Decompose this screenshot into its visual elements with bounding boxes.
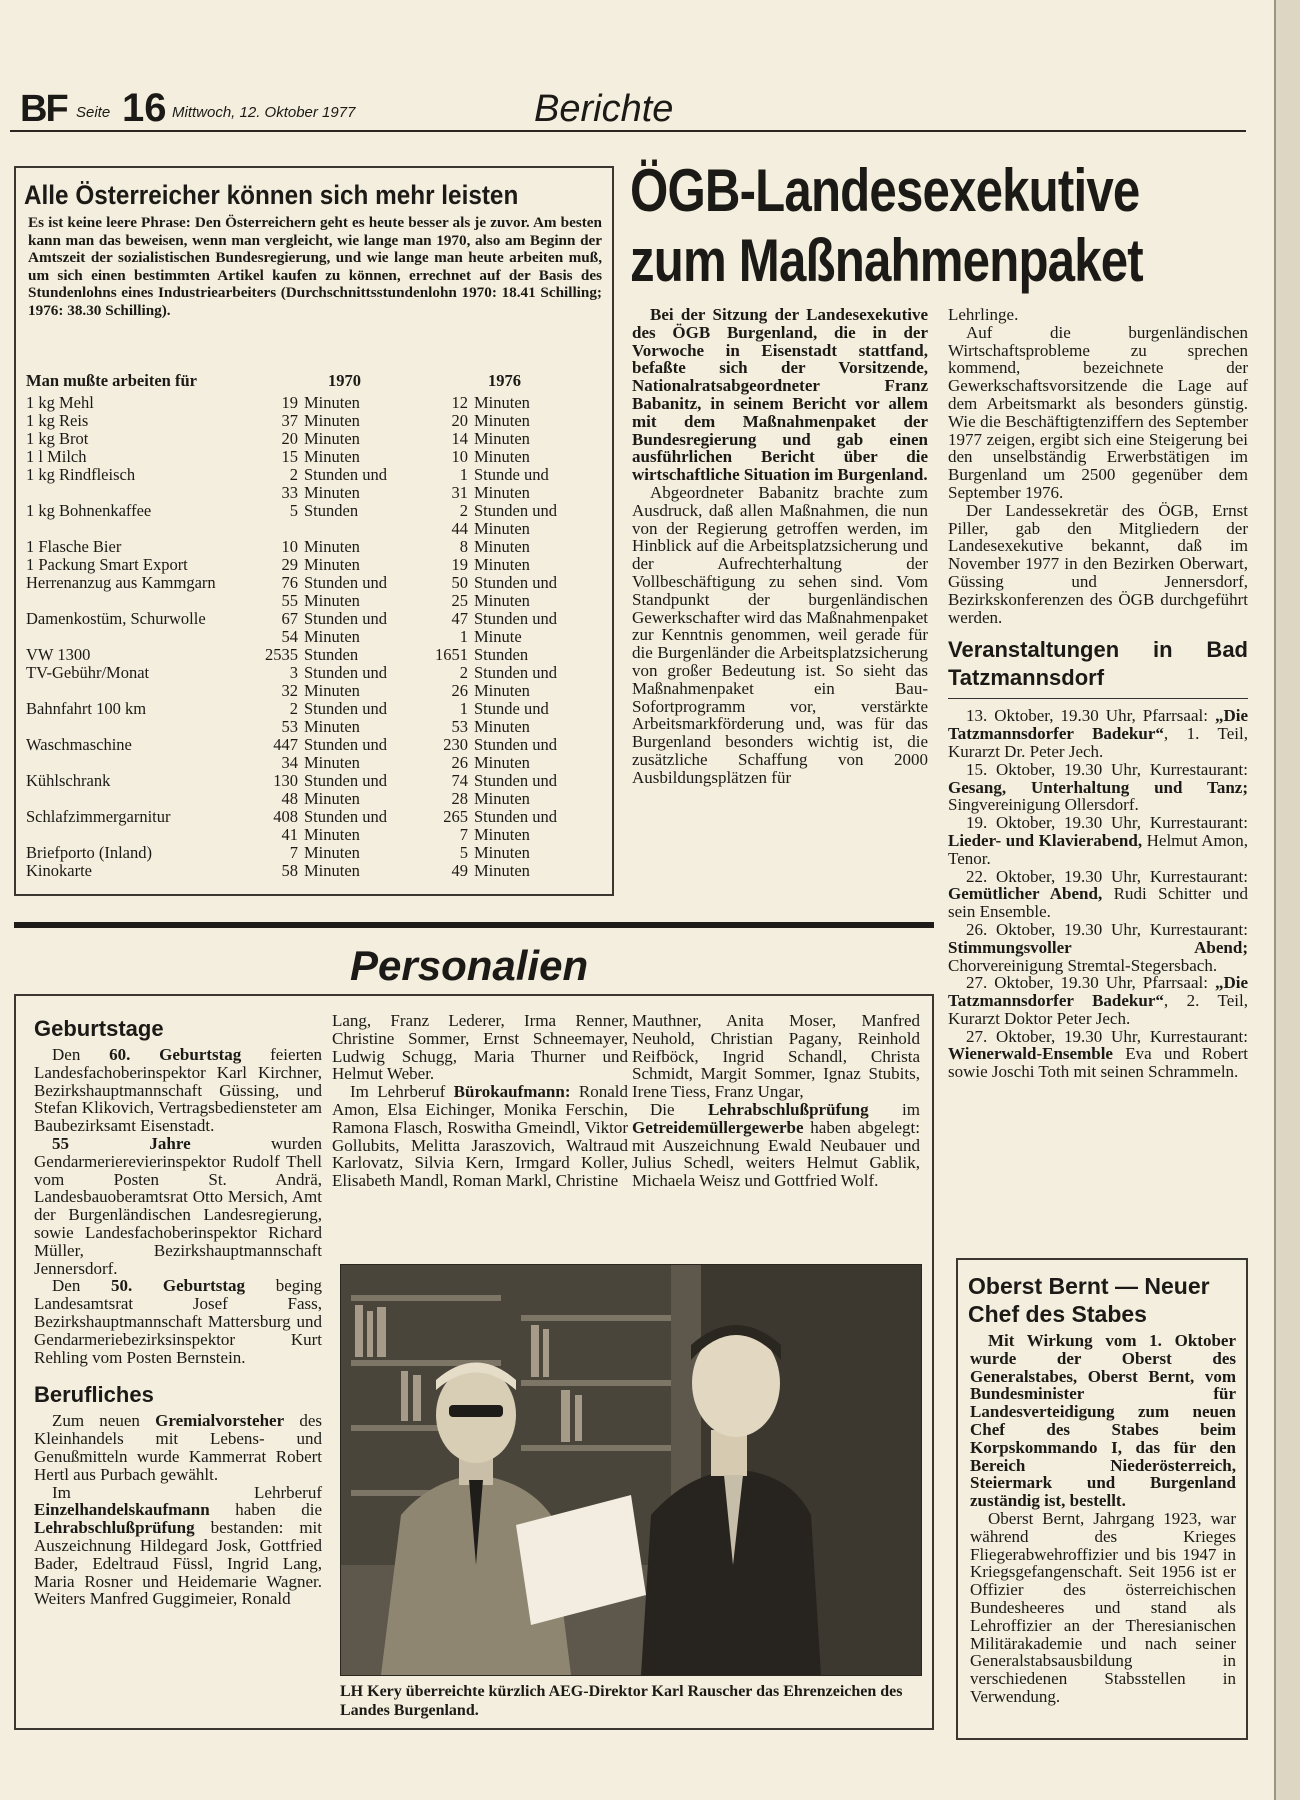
oberst-title: Oberst Bernt — Neuer Chef des Stabes: [968, 1273, 1210, 1327]
events-title: Veranstaltungen in Bad Tatzmannsdorf: [948, 637, 1248, 691]
personalien-column-2: [332, 1012, 628, 1190]
table-cell-1976-value: 5: [459, 843, 468, 862]
event-item: 13. Oktober, 19.30 Uhr, Pfarrsaal: „Die Tatzmannsdorfer Badekur“, 1. Teil, Kurarzt Dr. Peter Jech.: [948, 706, 1248, 761]
table-cell-1970-unit: Stunden und: [304, 465, 387, 484]
table-header: [26, 372, 606, 394]
table-cell-1970-value: 53: [281, 717, 298, 736]
table-cell-1976-value: 74: [451, 771, 468, 790]
table-cell-1970-unit: Minuten: [304, 753, 360, 772]
table-cell-1970-value: 15: [281, 447, 298, 466]
table-cell-1970-value: 34: [281, 753, 298, 772]
article-column-1: [632, 306, 928, 787]
career-heading: Berufliches: [34, 1382, 154, 1408]
table-cell-1970-value: 2535: [265, 645, 298, 664]
table-cell-1976-unit: Minuten: [474, 447, 530, 466]
table-row: [26, 502, 606, 538]
table-cell-1976-unit: Stunden und: [474, 735, 557, 754]
article-column-2: [948, 306, 1248, 1081]
table-cell-1970-unit: Stunden und: [304, 573, 387, 592]
box-intro: Es ist keine leere Phrase: Den Österreichern geht es heute besser als je zuvor. Am besten kann man das beweisen, wenn man vergleicht, wie lange man 1970, also am Beginn der Amtszeit der sozialistischen Bundesregierung, und wie lange man heute arbeiten muß, um sich einen bestimmten Artikel kaufen zu können, errechnet auf der Basis des Stundenlohns eines Industriearbeiters (Durchschnittsstundenlohn 1970: 18.41 Schilling; 1976: 38.30 Schilling).: [28, 214, 602, 319]
table-cell-1976-value: 10: [451, 447, 468, 466]
table-cell-1970-unit: Minuten: [304, 825, 360, 844]
article-paragraph-2: Auf die burgenländischen Wirtschaftsprobleme zu sprechen kommend, bezeichnete der Gewerkschaftsvorsitzende die Lage auf dem Arbeitsmarkt als besonders günstig. Wie die Beschäftigtenziffern des September 1977 zeigen, ergibt sich eine Steigerung bei den unselbständig Erwerbstätigen im Burgenland um 2500 gegenüber dem September 1976.: [948, 322, 1248, 502]
table-row: [26, 610, 606, 646]
table-cell-1976-value: 28: [451, 789, 468, 808]
table-cell-1976-unit: Minuten: [474, 537, 530, 556]
table-row: [26, 808, 606, 844]
table-cell-1976-unit: Stunde und: [474, 465, 549, 484]
section-title: Berichte: [534, 88, 674, 130]
table-cell-1970-value: 55: [281, 591, 298, 610]
table-cell-1976-unit: Minuten: [474, 843, 530, 862]
table-cell-1970-unit: Minuten: [304, 627, 360, 646]
table-cell-1976-value: 25: [451, 591, 468, 610]
table-cell-1970-unit: Minuten: [304, 555, 360, 574]
table-cell-item: 1 kg Mehl: [26, 393, 94, 412]
table-row: [26, 466, 606, 502]
table-cell-1976-unit: Minuten: [474, 681, 530, 700]
col2-paragraph-1: Lang, Franz Lederer, Irma Renner, Christine Sommer, Ernst Schneemayer, Ludwig Schugg, Maria Thurner und Helmut Weber.: [332, 1011, 628, 1084]
table-cell-item: VW 1300: [26, 645, 91, 664]
table-cell-1976-value: 19: [451, 555, 468, 574]
table-cell-1970-unit: Stunden und: [304, 771, 387, 790]
table-cell-1976-unit: Minuten: [474, 483, 530, 502]
event-item: 22. Oktober, 19.30 Uhr, Kurrestaurant: Gemütlicher Abend, Rudi Schitter und sein Ensemble.: [948, 866, 1248, 922]
table-cell-1970-value: 29: [281, 555, 298, 574]
col3-paragraph-2: Die Lehrabschlußprüfung im Getreidemüllergewerbe haben abgelegt: mit Auszeichnung Ewald Neubauer und Julius Schedl, weiters Helmut Gablik, Michaela Weisz und Gottfried Wolf.: [632, 1099, 920, 1191]
table-cell-1976-unit: Minuten: [474, 717, 530, 736]
table-cell-1970-unit: Minuten: [304, 681, 360, 700]
table-cell-1976-value: 26: [451, 753, 468, 772]
table-cell-1976-value: 14: [451, 429, 468, 448]
table-row: [26, 394, 606, 412]
table-cell-item: 1 Packung Smart Export: [26, 555, 188, 574]
header-rule: [10, 130, 1246, 132]
table-cell-1976-unit: Minute: [474, 627, 522, 646]
table-cell-item: Kühlschrank: [26, 771, 111, 790]
table-cell-1976-unit: Minuten: [474, 591, 530, 610]
events-list: [948, 707, 1248, 1081]
article-paragraph-1: Abgeordneter Babanitz brachte zum Ausdruck, daß allen Maßnahmen, die nun von der Regierung getroffen werden, im Hinblick auf die Arbeitsplatzsicherung und der Aufrechterhaltung der Vollbeschäftigung zu sehen sind. Vom Standpunkt der burgenländischen Gewerkschafter wird das Maßnahmenpaket zur Kenntnis genommen, weil gerade für die Burgenländer die Arbeitsplatzsicherung von großer Bedeutung ist. So sieht das Maßnahmenpaket ein Bau-Sofortprogramm vor, verstärkte Arbeitsmarkförderung und, was für das Burgenland besonders wichtig ist, die zusätzliche Schaffung von 2000 Ausbildungsplätzen für: [632, 482, 928, 787]
photo-caption: LH Kery überreichte kürzlich AEG-Direktor Karl Rauscher das Ehrenzeichen des Landes Burgenland.: [340, 1683, 903, 1719]
table-cell-1970-unit: Minuten: [304, 591, 360, 610]
table-cell-1970-unit: Stunden und: [304, 663, 387, 682]
table-cell-1970-unit: Minuten: [304, 411, 360, 430]
table-cell-1976-value: 26: [451, 681, 468, 700]
table-cell-item: 1 kg Reis: [26, 411, 89, 430]
table-cell-1970-value: 130: [273, 771, 298, 790]
career-paragraph-2: Im Lehrberuf Einzelhandelskaufmann haben die Lehrabschlußprüfung bestanden: mit Auszeichnung Hildegard Josk, Gottfried Bader, Edeltraud Füssl, Ingrid Lang, Maria Rosner und Heidemarie Wagner. Weiters Manfred Guggimeier, Ronald: [34, 1482, 322, 1609]
table-cell-1970-unit: Minuten: [304, 483, 360, 502]
table-cell-item: 1 kg Bohnenkaffee: [26, 501, 152, 520]
event-item: 19. Oktober, 19.30 Uhr, Kurrestaurant: Lieder- und Klavierabend, Helmut Amon, Tenor.: [948, 813, 1248, 868]
table-cell-1976-value: 230: [443, 735, 468, 754]
table-cell-1976-value: 44: [451, 519, 468, 538]
headline-line-2: zum Maßnahmenpaket: [630, 227, 1143, 294]
events-rule: [948, 698, 1248, 699]
table-cell-1976-unit: Stunden und: [474, 501, 557, 520]
table-cell-1976-value: 31: [451, 483, 468, 502]
table-cell-1976-value: 1: [459, 465, 468, 484]
table-cell-1976-unit: Minuten: [474, 861, 530, 880]
table-cell-item: 1 l Milch: [26, 447, 87, 466]
career-paragraph-1: Zum neuen Gremialvorsteher des Kleinhandels mit Lebens- und Genußmitteln wurde Kammerrat Robert Hertl aus Purbach gewählt.: [34, 1411, 322, 1484]
table-cell-1976-unit: Stunde und: [474, 699, 549, 718]
page-header: [14, 80, 1246, 128]
table-cell-1976-unit: Minuten: [474, 429, 530, 448]
table-cell-1970-value: 32: [281, 681, 298, 700]
photo-illustration: [341, 1265, 921, 1675]
event-item: 15. Oktober, 19.30 Uhr, Kurrestaurant: Gesang, Unterhaltung und Tanz; Singvereinigung Ollersdorf.: [948, 759, 1248, 815]
table-cell-1970-value: 33: [281, 483, 298, 502]
main-headline: [630, 156, 1143, 296]
table-cell-1970-value: 447: [273, 735, 298, 754]
table-cell-item: Bahnfahrt 100 km: [26, 699, 147, 718]
event-item: 27. Oktober, 19.30 Uhr, Kurrestaurant: Wienerwald-Ensemble Eva und Robert sowie Joschi Toth mit seinen Schrammeln.: [948, 1026, 1248, 1082]
table-cell-1970-value: 20: [281, 429, 298, 448]
table-cell-1976-unit: Minuten: [474, 825, 530, 844]
table-cell-1970-unit: Minuten: [304, 717, 360, 736]
table-row: [26, 574, 606, 610]
table-row: [26, 700, 606, 736]
table-cell-1976-unit: Minuten: [474, 555, 530, 574]
table-cell-1970-value: 67: [281, 609, 298, 628]
table-cell-1970-value: 19: [281, 393, 298, 412]
table-cell-1976-value: 2: [459, 663, 468, 682]
oberst-lead: Mit Wirkung vom 1. Oktober wurde der Oberst des Generalstabes, Oberst Bernt, vom Bundesminister für Landesverteidigung zum neuen Chef des Stabes beim Korpskommando I, das für den Bereich Niederösterreich, Steiermark und Burgenland zuständig ist, bestellt.: [970, 1331, 1236, 1511]
table-cell-1976-unit: Stunden und: [474, 609, 557, 628]
table-cell-item: Herrenanzug aus Kammgarn: [26, 573, 216, 592]
box-title: Alle Österreicher können sich mehr leisten: [24, 180, 519, 210]
article-paragraph-3: Der Landessekretär des ÖGB, Ernst Piller, gab den Mitgliedern der Landesexekutive bekannt, daß im November 1977 in den Bezirken Oberwart, Güssing und Jennersdorf, Bezirkskonferenzen des ÖGB durchgeführt werden.: [948, 500, 1248, 627]
table-cell-1976-unit: Stunden: [474, 645, 529, 664]
birthdays-heading: Geburtstage: [34, 1016, 164, 1041]
table-cell-1976-value: 1: [459, 699, 468, 718]
col3-paragraph-1: Mauthner, Anita Moser, Manfred Neuhold, Christian Pagany, Reinhold Reifböck, Ingrid Schandl, Christa Schmidt, Margit Sommer, Ignaz Stubits, Irene Tiess, Franz Ungar,: [632, 1011, 920, 1102]
col2-paragraph-2: Im Lehrberuf Bürokaufmann: Ronald Amon, Elsa Eichinger, Monika Ferschin, Ramona Flasch, Roswitha Gmeindl, Viktor Gollubits, Melitta Jaraszovich, Waltraud Karlovatz, Silvia Kern, Irmgard Koller, Elisabeth Mandl, Roman Markl, Christine: [332, 1082, 629, 1191]
table-row: [26, 430, 606, 448]
table-cell-1970-unit: Minuten: [304, 429, 360, 448]
table-cell-1970-value: 3: [289, 663, 298, 682]
table-cell-1970-value: 2: [289, 465, 298, 484]
table-cell-1970-value: 408: [273, 807, 298, 826]
table-cell-1970-unit: Stunden und: [304, 807, 387, 826]
article-lead: Bei der Sitzung der Landesexekutive des ÖGB Burgenland, die in der Vorwoche in Eisenstadt stattfand, befaßte sich der Vorsitzende, Nationalratsabgeordneter Franz Babanitz, in seinem Bericht vor allem mit dem Maßnahmenpaket der Bundesregierung und gab einen ausführlichen Bericht über die wirtschaftliche Situation im Burgenland.: [632, 305, 928, 485]
table-cell-1976-value: 1651: [435, 645, 468, 664]
issue-date: Mittwoch, 12. Oktober 1977: [172, 104, 356, 121]
table-cell-1976-value: 47: [451, 609, 468, 628]
table-cell-1970-value: 58: [281, 861, 298, 880]
table-row: [26, 412, 606, 430]
article-continuation: Lehrlinge.: [948, 305, 1019, 324]
table-cell-1970-unit: Stunden und: [304, 609, 387, 628]
table-cell-item: Waschmaschine: [26, 735, 132, 754]
table-cell-1976-unit: Minuten: [474, 753, 530, 772]
table-header-item: Man mußte arbeiten für: [26, 371, 197, 390]
table-cell-1976-unit: Minuten: [474, 789, 530, 808]
logo: BF: [20, 88, 67, 130]
table-cell-item: Briefporto (Inland): [26, 843, 152, 862]
table-cell-1970-value: 54: [281, 627, 298, 646]
table-cell-1970-unit: Minuten: [304, 447, 360, 466]
table-cell-1976-unit: Minuten: [474, 519, 530, 538]
table-cell-item: Schlafzimmergarnitur: [26, 807, 171, 826]
personalien-title: Personalien: [350, 942, 589, 989]
birthdays-paragraph-2: 55 Jahre wurden Gendarmerierevierinspektor Rudolf Thell vom Posten St. Andrä, Landesbauoberamtsrat Otto Mersich, Amt der Burgenländischen Landesregierung, sowie Landesfachoberinspektor Richard Müller, Bezirkshauptmannschaft Jennersdorf.: [34, 1133, 322, 1278]
table-row: [26, 862, 606, 880]
table-cell-item: TV-Gebühr/Monat: [26, 663, 150, 682]
table-cell-1970-value: 2: [289, 699, 298, 718]
page-edge: [1274, 0, 1300, 1800]
table-cell-1970-unit: Stunden: [304, 645, 359, 664]
table-cell-1976-unit: Minuten: [474, 411, 530, 430]
birthdays-paragraph-3: Den 50. Geburtstag beging Landesamtsrat Josef Fass, Bezirkshauptmannschaft Mattersburg und Gendarmeriebezirksinspektor Kurt Rehling vom Posten Bernstein.: [34, 1276, 322, 1367]
table-cell-item: Kinokarte: [26, 861, 92, 880]
table-header-1970: 1970: [328, 371, 361, 390]
headline-line-1: ÖGB-Landesexekutive: [630, 157, 1140, 224]
personalien-column-3: [632, 1012, 920, 1190]
table-cell-1976-value: 53: [451, 717, 468, 736]
work-time-table: [26, 372, 606, 880]
table-cell-1976-value: 12: [451, 393, 468, 412]
oberst-text: [970, 1332, 1236, 1706]
ceremony-photo: [340, 1264, 922, 1676]
table-cell-1976-value: 7: [459, 825, 468, 844]
table-header-1976: 1976: [488, 371, 521, 390]
page-number: 16: [122, 86, 167, 130]
table-cell-1970-value: 7: [289, 843, 298, 862]
table-cell-item: 1 kg Rindfleisch: [26, 465, 136, 484]
table-cell-1970-unit: Minuten: [304, 843, 360, 862]
oberst-paragraph: Oberst Bernt, Jahrgang 1923, war während des Krieges Fliegerabwehroffizier und bis 1947 in Kriegsgefangenschaft. Seit 1956 ist er Offizier des österreichischen Bundesheeres und stand als Lehroffizier an der Theresianischen Militärakademie und nach seiner Generalstabsausbildung in verschiedenen Stabsstellen in Verwendung.: [970, 1508, 1236, 1706]
table-row: [26, 844, 606, 862]
table-row: [26, 538, 606, 556]
table-cell-1976-unit: Stunden und: [474, 663, 557, 682]
personalien-rule: [14, 922, 934, 928]
event-item: 27. Oktober, 19.30 Uhr, Pfarrsaal: „Die Tatzmannsdorfer Badekur“, 2. Teil, Kurarzt Doktor Peter Jech.: [948, 973, 1248, 1028]
table-row: [26, 556, 606, 574]
table-cell-1976-value: 265: [443, 807, 468, 826]
table-cell-item: Damenkostüm, Schurwolle: [26, 609, 206, 628]
table-row: [26, 736, 606, 772]
page-label: Seite: [76, 104, 111, 121]
birthdays-paragraph-1: Den 60. Geburtstag feierten Landesfachoberinspektor Karl Kirchner, Bezirkshauptmannschaft Güssing, und Stefan Klikovich, Vertragsbediensteter am Baubezirksamt Eisenstadt.: [34, 1045, 322, 1136]
table-row: [26, 646, 606, 664]
table-cell-1970-value: 76: [281, 573, 298, 592]
table-cell-1976-unit: Minuten: [474, 393, 530, 412]
table-cell-item: 1 kg Brot: [26, 429, 89, 448]
table-row: [26, 664, 606, 700]
table-cell-1976-value: 20: [451, 411, 468, 430]
table-cell-1970-value: 10: [281, 537, 298, 556]
table-cell-1970-unit: Minuten: [304, 537, 360, 556]
table-cell-1976-unit: Stunden und: [474, 771, 557, 790]
personalien-column-1: [34, 1014, 322, 1608]
table-cell-1976-unit: Stunden und: [474, 573, 557, 592]
table-cell-1976-value: 2: [459, 501, 468, 520]
event-item: 26. Oktober, 19.30 Uhr, Kurrestaurant: Stimmungsvoller Abend; Chorvereinigung Stremtal-Stegersbach.: [948, 919, 1248, 975]
table-cell-1970-value: 48: [281, 789, 298, 808]
table-row: [26, 448, 606, 466]
table-cell-1976-value: 1: [459, 627, 468, 646]
table-cell-1970-unit: Stunden: [304, 501, 359, 520]
table-cell-1976-value: 8: [459, 537, 468, 556]
table-cell-1970-unit: Minuten: [304, 789, 360, 808]
table-cell-1970-value: 37: [281, 411, 298, 430]
table-cell-1970-value: 41: [281, 825, 298, 844]
table-cell-1970-unit: Stunden und: [304, 735, 387, 754]
table-cell-1976-value: 49: [451, 861, 468, 880]
table-cell-item: 1 Flasche Bier: [26, 537, 122, 556]
table-cell-1970-value: 5: [289, 501, 298, 520]
table-cell-1976-unit: Stunden und: [474, 807, 557, 826]
table-row: [26, 772, 606, 808]
table-cell-1970-unit: Stunden und: [304, 699, 387, 718]
table-cell-1976-value: 50: [451, 573, 468, 592]
table-cell-1970-unit: Minuten: [304, 861, 360, 880]
table-cell-1970-unit: Minuten: [304, 393, 360, 412]
